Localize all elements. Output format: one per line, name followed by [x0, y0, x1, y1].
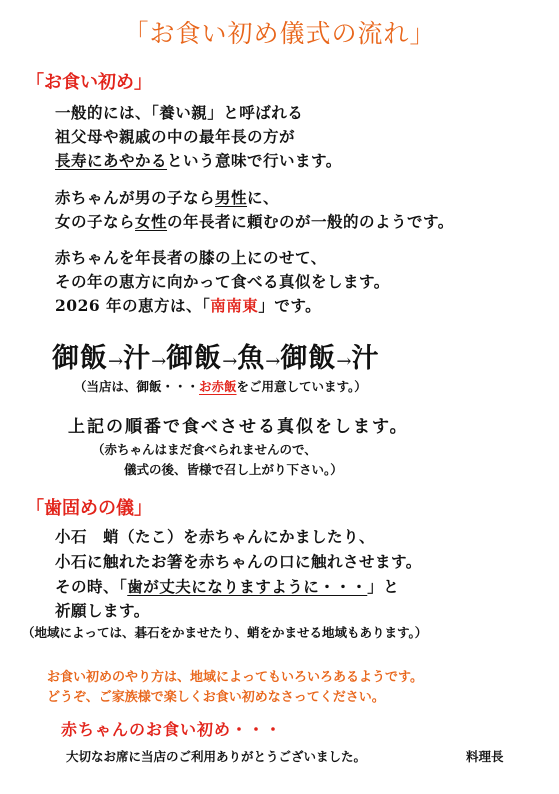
underlined-text: 長寿にあやかる: [55, 151, 168, 170]
note-line: 儀式の後、皆様で召し上がり下さい。）: [124, 462, 343, 477]
closing-red-line: 赤ちゃんのお食い初め・・・: [61, 720, 283, 739]
closing-orange-line: お食い初めのやり方は、地域によってもいろいろあるようです。: [47, 670, 423, 685]
sequence-item: 汁: [351, 343, 380, 374]
sequence-item: 御飯: [52, 343, 108, 374]
sequence-item: 御飯: [280, 343, 337, 374]
note-line: （赤ちゃんはまだ食べられませんので、: [92, 442, 317, 457]
thanks-message: 大切なお席に当店のご利用ありがとうございました。: [66, 749, 367, 764]
paragraph-line: その年の恵方に向かって食べる真似をします。: [55, 272, 390, 291]
paragraph-line: 女の子なら女性の年長者に頼むのが一般的のようです。: [55, 212, 454, 231]
underlined-text: 男性: [215, 188, 248, 207]
paragraph-line: 祈願します。: [55, 601, 150, 620]
arrow-icon: →: [151, 351, 167, 372]
paragraph-line: 祖父母や親戚の中の最年長の方が: [55, 127, 296, 146]
sequence-item: 御飯: [166, 343, 223, 374]
closing-orange-line: どうぞ、ご家族様で楽しくお食い初めなさってください。: [47, 690, 385, 705]
regional-note: （地域によっては、碁石をかませたり、蛸をかませる地域もあります。）: [22, 625, 428, 640]
sequence-item: 魚: [237, 343, 266, 374]
paragraph-line: 赤ちゃんを年長者の膝の上にのせて、: [55, 248, 327, 267]
arrow-icon: →: [108, 351, 124, 372]
wish-text: 歯が丈夫になりますように・・・: [127, 577, 368, 596]
arrow-icon: →: [336, 351, 352, 372]
section-heading-okuizome: 「お食い初め」: [26, 72, 152, 93]
paragraph-line: 小石 蛸（たこ）を赤ちゃんにかましたり、: [55, 527, 376, 546]
instruction-text: 上記の順番で食べさせる真似をします。: [68, 417, 409, 437]
paragraph-line: 赤ちゃんが男の子なら男性に、: [55, 188, 280, 207]
paragraph-line: 長寿にあやかるという意味で行います。: [55, 151, 342, 170]
ehou-direction: 南南東: [210, 296, 259, 315]
paragraph-line: 一般的には、「養い親」と呼ばれる: [55, 103, 304, 122]
underlined-text: 女性: [135, 212, 168, 231]
paragraph-line: その時、「歯が丈夫になりますように・・・」と: [55, 577, 400, 596]
paragraph-line: 2026 年の恵方は、「南南東」です。: [55, 296, 322, 315]
arrow-icon: →: [265, 351, 281, 372]
signature: 料理長: [466, 749, 504, 764]
eating-order-sequence: [52, 336, 379, 375]
section-heading-hagatame: 「歯固めの儀」: [26, 498, 152, 519]
arrow-icon: →: [222, 351, 238, 372]
paragraph-line: 小石に触れたお箸を赤ちゃんの口に触れさせます。: [55, 552, 422, 571]
sequence-item: 汁: [123, 343, 152, 374]
sekihan-note: （当店は、御飯・・・お赤飯をご用意しています。）: [74, 379, 367, 394]
sekihan-highlight: お赤飯: [199, 379, 237, 394]
page-title: 「お食い初め儀式の流れ」: [123, 19, 436, 48]
